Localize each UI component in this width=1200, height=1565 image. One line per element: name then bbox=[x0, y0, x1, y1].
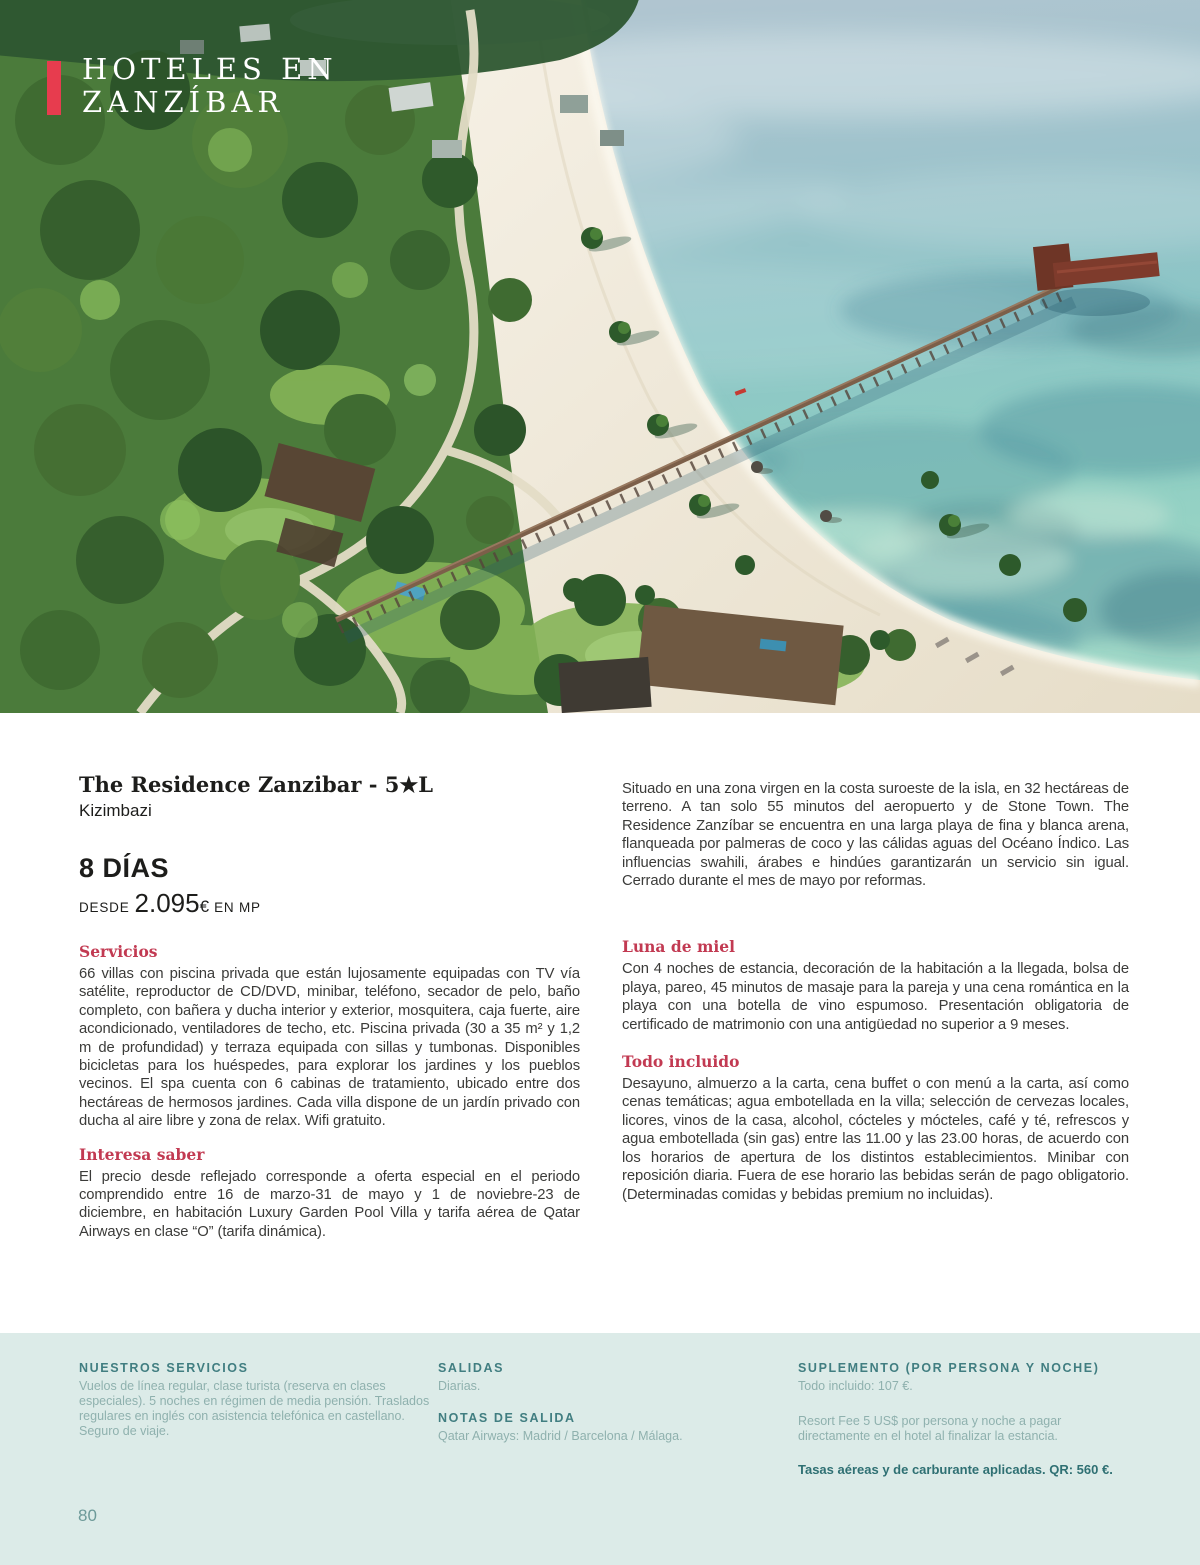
luna-de-miel-heading: Luna de miel bbox=[622, 937, 736, 957]
price-amount: 2.095 bbox=[134, 888, 200, 918]
nuestros-servicios-body: Vuelos de línea regular, clase turista (reserva en clases especiales). 5 noches en régimen de media pensión. Traslados regulares en inglés con asistencia telefónica en castellano. Seguro de viaje. bbox=[79, 1379, 430, 1438]
luna-de-miel-body: Con 4 noches de estancia, decoración de la habitación a la llegada, bolsa de playa, pareo, 45 minutos de masaje para la pareja y una cena romántica en la playa con una botella de vino espumoso. Presentación obligatoria de certificado de matrimonio con una antigüedad no superior a 9 meses. bbox=[622, 961, 1129, 1033]
accent-bar bbox=[47, 61, 61, 115]
nuestros-servicios-heading: NUESTROS SERVICIOS bbox=[79, 1361, 249, 1375]
duration: 8 DÍAS bbox=[79, 853, 170, 883]
footer-band bbox=[0, 1333, 1200, 1565]
hotel-location: Kizimbazi bbox=[79, 801, 152, 820]
intro-paragraph: Situado en una zona virgen en la costa suroeste de la isla, en 32 hectáreas de terreno. A tan solo 55 minutos del aeropuerto y de Stone Town. The Residence Zanzíbar se encuentra en una larga playa de fina y blanca arena, flanqueada por palmeras de coco y las cálidas aguas del Océano Índico. Las influencias swahili, árabes e hindúes garantizarán un servicio sin igual. Cerrado durante el mes de mayo por reformas. bbox=[622, 781, 1129, 890]
hero-photo bbox=[0, 0, 1200, 713]
servicios-body: 66 villas con piscina privada que están lujosamente equipadas con TV vía satélite, reproductor de CD/DVD, minibar, teléfono, secador de pelo, baño completo, con bañera y ducha interior y exterior, mosquitera, caja fuerte, aire acondicionado, ventiladores de techo, etc. Piscina privada (30 a 35 m² y 1,2 m de profundidad) y terraza equipada con sillas y tumbonas. Disponibles bicicletas para los huéspedes, para explorar los jardines y los pueblos vecinos. El spa cuenta con 6 cabinas de tratamiento, ubicado entre dos hectáreas de hermosos jardines. Cada villa dispone de un jardín privado con ducha al aire libre y zona de relax. Wifi gratuito. bbox=[79, 966, 580, 1130]
interesa-saber-heading: Interesa saber bbox=[79, 1144, 205, 1164]
salidas-body: Diarias. bbox=[438, 1379, 481, 1393]
interesa-saber-body: El precio desde reflejado corresponde a oferta especial en el periodo comprendido entre 16 de marzo-31 de mayo y 1 de noviebre-23 de diciembre, en habitación Luxury Garden Pool Villa y tarifa aérea de Qatar Airways en clase “O” (tarifa dinámica). bbox=[79, 1168, 580, 1240]
suplemento-body: Todo incluido: 107 €. bbox=[798, 1379, 913, 1393]
resort-fee-note: Resort Fee 5 US$ por persona y noche a pagar directamente en el hotel al finalizar la estancia. bbox=[798, 1414, 1062, 1443]
price-currency: € bbox=[199, 897, 210, 916]
servicios-heading: Servicios bbox=[79, 942, 158, 961]
right-column bbox=[622, 780, 1129, 1204]
notas-de-salida-heading: NOTAS DE SALIDA bbox=[438, 1411, 576, 1425]
todo-incluido-body: Desayuno, almuerzo a la carta, cena buffet o con menú a la carta, así como cenas temáticas; agua embotellada en la villa; selección de cervezas locales, licores, vinos de la casa, alcohol, cócteles y mócteles, café y té, refrescos y agua embotellada (sin gas) entre las 11.00 y las 23.00 horas, de acuerdo con los horarios de apertura de los distintos establecimientos. Minibar con reposición diaria. Fuera de ese horario las bebidas serán de pago obligatorio. (Determinadas comidas y bebidas premium no incluidas). bbox=[622, 1076, 1129, 1203]
todo-incluido-heading: Todo incluido bbox=[622, 1052, 740, 1072]
footer-col-salidas bbox=[438, 1360, 768, 1444]
tasas-aereas-note: Tasas aéreas y de carburante aplicadas. QR: 560 €. bbox=[798, 1462, 1113, 1477]
suplemento-heading: SUPLEMENTO (POR PERSONA Y NOCHE) bbox=[798, 1361, 1100, 1375]
hotel-title: The Residence Zanzibar - 5★L bbox=[79, 772, 433, 797]
page-number: 80 bbox=[78, 1506, 97, 1525]
price bbox=[79, 888, 580, 923]
notas-de-salida-body: Qatar Airways: Madrid / Barcelona / Málaga. bbox=[438, 1429, 683, 1443]
left-column bbox=[79, 772, 580, 1241]
page-title-line1: HOTELES EN bbox=[82, 52, 338, 86]
price-suffix: EN MP bbox=[214, 900, 261, 915]
footer-col-suplemento bbox=[798, 1360, 1136, 1478]
footer-col-nuestros-servicios bbox=[79, 1360, 437, 1439]
salidas-heading: SALIDAS bbox=[438, 1361, 505, 1375]
page-title bbox=[82, 53, 338, 119]
price-prefix: DESDE bbox=[79, 900, 130, 915]
page-title-line2: ZANZÍBAR bbox=[82, 85, 285, 119]
